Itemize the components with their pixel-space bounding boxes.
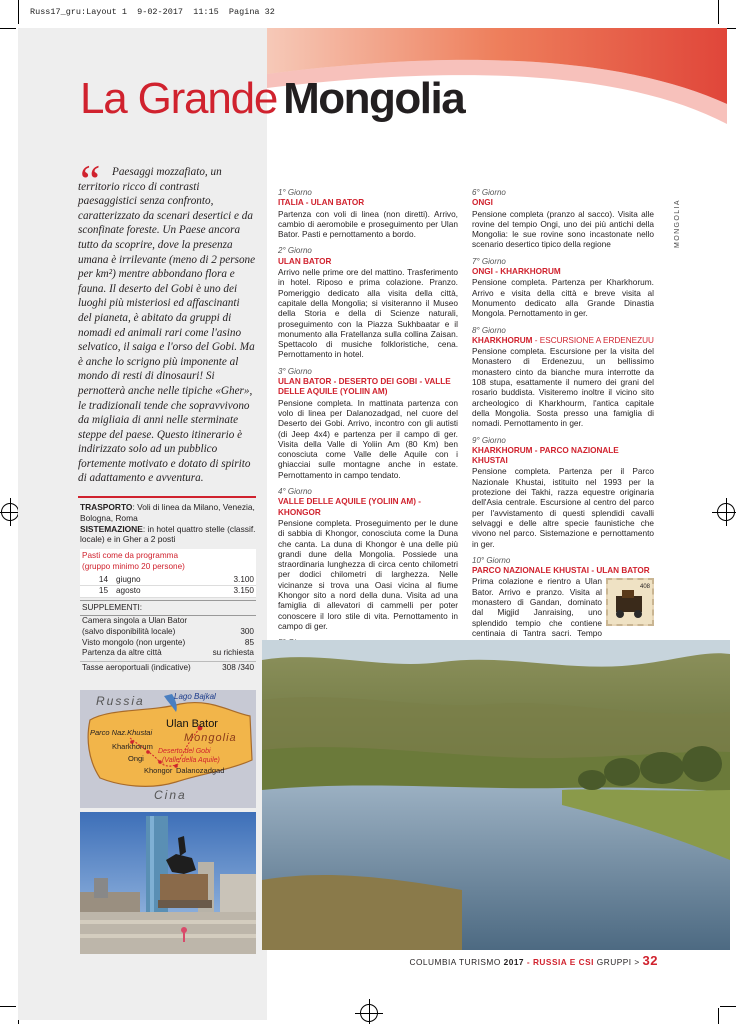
crop-mark: [718, 1008, 719, 1024]
quote-mark: “: [80, 155, 101, 206]
price-table-header: [80, 549, 256, 575]
price-row: [80, 575, 256, 587]
price-header-title: Pasti come da programma: [82, 551, 179, 560]
accommodation-info: [80, 524, 256, 546]
title-part-1: La Grande: [80, 74, 278, 123]
print-slug: Russ17_gru:Layout 1 9-02-2017 11:15 Pagina 32: [30, 7, 275, 17]
price-table: [80, 549, 256, 674]
price-row-month: giugno: [116, 574, 141, 584]
transport-value: : Voli di linea da Milano, Venezia, Bologna, Roma: [80, 502, 255, 523]
day-title-main: KHARKHORUM: [472, 335, 533, 345]
registration-mark-icon: [717, 503, 735, 521]
day-text: Pensione completa. In mattinata partenza con volo di linea per Dalanozadgad, nel cuore del Deserto dei Gobi. Arrivo, incontro con gli autisti (di Jeep 4x4) e partenza per il campo di ger. Visita della Valle di Yoliin Am (80 Km) ben conosciuta come Valle delle Aquile con i ghiacciai sulle montagne anche in estate. Pernottamento in campo tendato.: [278, 397, 458, 480]
accommodation-value: : in hotel quattro stelle (classif. locale) e in Gher a 2 posti: [80, 523, 256, 545]
travel-info: [80, 502, 256, 545]
day-block: [278, 188, 458, 239]
day-block: [472, 326, 654, 429]
supplement-value: 300: [240, 626, 254, 636]
map-label-kharkhorum: Kharkhorum: [112, 742, 153, 751]
day-title: KHARKHORUM - PARCO NAZIONALE KHUSTAI: [472, 445, 619, 466]
photo-mongolia-river-landscape: [262, 640, 730, 950]
supplement-row: [80, 616, 256, 627]
day-text: Pensione completa (pranzo al sacco). Visita alle rovine del tempio Ongi, uno dei più antichi della Mongolia: le sue rovine sono incastonate nello scenario desertico tipico della regione: [472, 208, 654, 250]
day-block: [472, 257, 654, 319]
intro-text: Paesaggi mozzafiato, un territorio ricco di contrasti paesaggistici senza confronto, caratterizzato da scenari desertici e da sconfinate foreste. Un Paese ancora tutto da scoprire, dove la presenza umana è irrilevante (meno di 2 persone per km²) mentre abbondano flora e fauna. Il deserto del Gobi è uno dei luoghi più misteriosi ed affascinanti del pianeta, è abitato da gruppi di nomadi ed animali rari come l'asino selvatico, il saiga e l'orso del Gobi. Ma è anche lo scrigno più imponente al mondo di resti di dinosauri! Si pernotterà anche nelle tipiche «Gher», le tradizionali tende che sopravvivono da migliaia di anni nelle sterminate steppe del paese. Questo itinerario è indirizzato solo ad un pubblico fortemente motivato e dotato di spirito di adattamento e avventura.: [78, 166, 256, 485]
registration-mark-icon: [360, 1004, 378, 1022]
route-map: [80, 690, 256, 808]
map-label-ongi: Ongi: [128, 754, 144, 763]
map-label-russia: Russia: [96, 694, 145, 708]
day-title: ITALIA - ULAN BATOR: [278, 198, 365, 208]
footer-year: 2017: [503, 957, 525, 967]
map-label-dalanzadgad: Dalanozadgad: [176, 766, 225, 775]
footer-separator: GRUPPI >: [593, 957, 643, 967]
page-number: 32: [642, 953, 658, 968]
supplement-row: [80, 627, 256, 638]
day-title: ULAN BATOR - DESERTO DEI GOBI - VALLE DELLE AQUILE (YOLIIN AM): [278, 377, 451, 397]
day-block: [278, 367, 458, 480]
side-section-label: MONGOLIA: [674, 199, 681, 248]
map-label-ulan-bator: Ulan Bator: [166, 718, 218, 730]
map-label-mongolia: Mongolia: [184, 732, 237, 744]
footer-section: RUSSIA E CSI: [532, 957, 594, 967]
day-block: [472, 188, 654, 250]
page-title: [80, 74, 464, 124]
supplement-label: Visto mongolo (non urgente): [82, 637, 186, 647]
price-row-day: 14: [98, 574, 108, 584]
crop-mark: [18, 0, 19, 24]
supplement-label: Partenza da altre città: [82, 648, 162, 658]
tax-row: [80, 661, 256, 674]
day-text: Pensione completa. Escursione per la visita del Monastero di Erdenezuu, un bellissimo monastero cinto da bianche mura interrotte da 108 stupa, esattamente il numero dei grani del rosario buddista. Visiteremo inoltre il vicino sito archeologico di Kharkhourm, l'antica capitale della Mongolia. Sosta presso una famiglia di nomadi. Pernottamento in ger.: [472, 346, 654, 429]
transport-label: TRASPORTO: [80, 502, 133, 512]
footer-brand: COLUMBIA TURISMO: [409, 957, 504, 967]
price-header-subtitle: (gruppo minimo 20 persone): [82, 561, 185, 571]
price-row: [80, 586, 256, 598]
day-block: [472, 436, 654, 549]
crop-mark: [720, 1006, 736, 1007]
day-title: VALLE DELLE AQUILE (YOLIIN AM) - KHONGOR: [278, 497, 421, 517]
day-title: PARCO NAZIONALE KHUSTAI - ULAN BATOR: [472, 566, 650, 576]
day-number: 7° Giorno: [472, 256, 506, 266]
day-block: [278, 246, 458, 359]
page-footer: [409, 953, 658, 968]
supplement-row: [80, 638, 256, 649]
day-text: Partenza con voli di linea (non diretti). Arrivo, cambio di aeromobile e proseguimento per Ulan Bator. Pasti e pernottamento a bordo.: [278, 208, 458, 240]
transport-info: [80, 502, 256, 524]
supplements-label: SUPPLEMENTI:: [80, 600, 256, 616]
day-text: Arrivo nelle prime ore del mattino. Trasferimento in hotel. Riposo e prima colazione. Pranzo. Pomeriggio dedicato alla visita della città, capitale della Mongolia; si visiteranno il Museo della Storia e della di Scienze naturali, proseguimento con la Piazza Sukhbaatar e il monumento alla Fratellanza sulla collina Zaisan. Spettacolo di musiche folkloristiche, cena. Pernottamento in hotel.: [278, 267, 458, 360]
registration-mark-icon: [1, 503, 19, 521]
price-row-price: 3.150: [233, 586, 254, 596]
stamp-value: 408: [639, 584, 650, 591]
day-number: 2° Giorno: [278, 246, 312, 256]
crop-mark: [0, 28, 16, 29]
map-label-khongor: Khongor: [144, 766, 173, 775]
day-number: 1° Giorno: [278, 188, 312, 197]
map-label-lake: Lago Bajkal: [174, 692, 216, 701]
map-label-china: Cina: [154, 788, 187, 802]
day-title: [472, 336, 654, 346]
supplement-label: (salvo disponibilità locale): [82, 626, 176, 636]
supplement-value: su richiesta: [212, 648, 254, 658]
crop-mark: [0, 1006, 16, 1007]
supplement-row: [80, 648, 256, 659]
day-title-excursion: - ESCURSIONE A ERDENEZUU: [532, 335, 654, 345]
day-number: 8° Giorno: [472, 325, 506, 335]
price-row-month: agosto: [116, 586, 141, 596]
day-number: 10° Giorno: [472, 555, 511, 565]
day-text: Prima colazione e rientro a Ulan Bator. Arrivo e pranzo. Visita al monastero di Gandan, dominato dal Migjid Janraising, uno splendido tempio che contiene centinaia di Tantra sacri. Tempo: [472, 576, 602, 638]
footer-separator: -: [524, 957, 533, 967]
day-number: 4° Giorno: [278, 487, 312, 497]
day-block: [278, 487, 458, 631]
crop-mark: [718, 0, 719, 24]
intro-box: [78, 165, 256, 486]
day-text: Pensione completa. Proseguimento per le dune di sabbia di Khongor, conosciuta come la Duna che canta. La duna di Khongor è una delle più grandi dune della Mongolia. Possiede una straordinaria lunghezza di circa cento chilometri per dodici chilometri di larghezza. Nelle vicinanze si trova una Oasi vicina al fiume Khongor sito a nord della duna. Visita ad una famiglia di allevatori di cammelli per poter conoscere il loro stile di vita. Pernottamento in campo di ger.: [278, 517, 458, 631]
postage-stamp-image: [606, 578, 654, 626]
price-row-day: 15: [98, 586, 108, 596]
day-number: 3° Giorno: [278, 366, 312, 376]
day-title: ONGI - KHARKHORUM: [472, 267, 561, 277]
day-text: Pensione completa. Partenza per il Parco Nazionale Khustai, istituito nel 1993 per la protezione dei Takhi, razza equestre originaria dell'Asia centrale. Escursione al centro del parco per l'avvistamento di questi splendidi cavalli selvaggi e delle altre specie faunistiche che vivono nel parco. Sistemazione e pernottamento in ger.: [472, 466, 654, 549]
title-part-2: Mongolia: [283, 74, 465, 123]
price-row-price: 3.100: [233, 574, 254, 584]
day-text: Pensione completa. Partenza per Kharkhorum. Arrivo e visita della città e breve visita al Monumento dedicato alla Grande Dinastia Mongola. Pernottamento in ger.: [472, 277, 654, 319]
map-label-khustai: Parco Naz.Khustai: [90, 728, 153, 737]
supplement-label: Camera singola a Ulan Bator: [82, 615, 188, 625]
tax-label: Tasse aeroportuali (indicative): [82, 663, 191, 673]
tax-value: 308 /340: [222, 663, 254, 673]
day-title: ONGI: [472, 198, 493, 208]
photo-ulan-bator-monument: [80, 812, 256, 954]
day-number: 9° Giorno: [472, 435, 506, 445]
day-number: 6° Giorno: [472, 188, 506, 197]
divider: [78, 496, 256, 498]
day-title: ULAN BATOR: [278, 256, 332, 266]
accommodation-label: SISTEMAZIONE: [80, 523, 143, 534]
map-label-gobi: Deserto del Gobi: [158, 748, 211, 755]
map-label-eagle-valley: (Valle della Aquile): [162, 757, 220, 764]
supplement-value: 85: [244, 637, 254, 647]
